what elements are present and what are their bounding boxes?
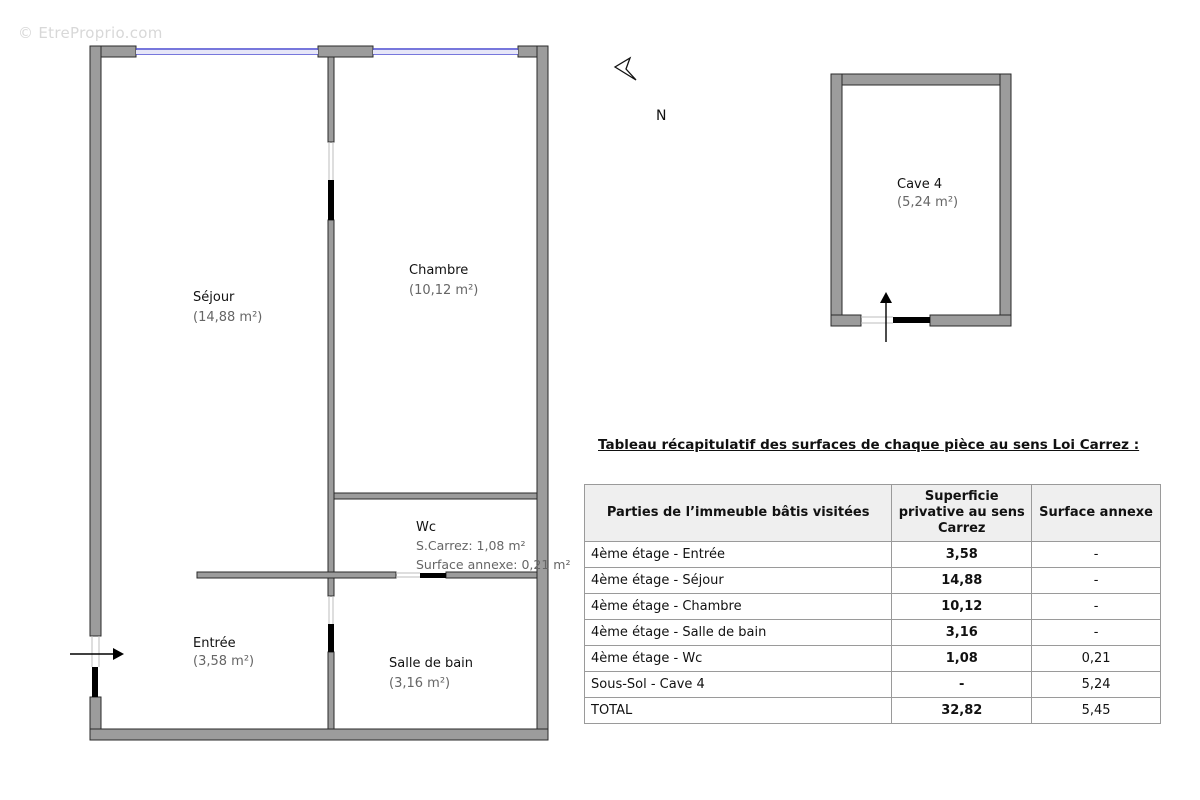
wall-chambre-wc [334,493,537,499]
row-carrez: - [892,672,1032,698]
compass-icon [615,58,636,80]
table-row [585,542,1161,568]
row-annexe: 5,24 [1032,672,1161,698]
row-carrez: 1,08 [892,646,1032,672]
row-carrez: 3,16 [892,620,1032,646]
table-row [585,620,1161,646]
room-annexe-wc: Surface annexe: 0,21 m² [416,557,571,572]
table-row [585,646,1161,672]
row-name: Sous-Sol - Cave 4 [585,672,892,698]
room-name-cave: Cave 4 [897,177,943,192]
watermark: © EtreProprio.com [18,24,163,42]
header-parties: Parties de l’immeuble bâtis visitées [585,485,892,542]
room-area-sejour: (14,88 m²) [193,310,263,325]
row-annexe: - [1032,620,1161,646]
row-name: 4ème étage - Séjour [585,568,892,594]
row-carrez: 10,12 [892,594,1032,620]
cave-wall-left [831,74,842,326]
wall-entree-left [197,572,396,578]
row-annexe: 5,45 [1032,698,1161,724]
room-name-entree: Entrée [193,636,236,651]
room-area-entree: (3,58 m²) [193,654,255,669]
row-name: 4ème étage - Salle de bain [585,620,892,646]
row-carrez: 14,88 [892,568,1032,594]
room-name-salle-de-bain: Salle de bain [389,656,474,671]
header-carrez: Superficie privative au sens Carrez [892,485,1032,542]
row-name: 4ème étage - Chambre [585,594,892,620]
table-row [585,672,1161,698]
row-name: 4ème étage - Wc [585,646,892,672]
table-row-total [585,698,1161,724]
row-annexe: - [1032,568,1161,594]
wall-sejour-chambre [328,220,334,576]
cave-wall-bottom-left [831,315,861,326]
door-sdb [328,624,334,652]
wall-top-mid [318,46,373,57]
row-annexe: - [1032,542,1161,568]
door-cave [893,317,930,323]
room-name-chambre: Chambre [409,263,469,278]
room-area-salle-de-bain: (3,16 m²) [389,676,451,691]
wall-right [537,46,548,740]
table-row [585,594,1161,620]
wall-bottom [90,729,548,740]
wall-entree-sdb-upper [328,578,334,596]
surface-table [584,484,1161,724]
wall-left-upper [90,46,101,636]
room-name-sejour: Séjour [193,290,235,305]
cave-wall-right [1000,74,1011,326]
row-name: TOTAL [585,698,892,724]
compass-north-label: N [656,108,667,124]
cave-wall-bottom-right [930,315,1011,326]
table-title: Tableau récapitulatif des surfaces de chaque pièce au sens Loi Carrez : [598,437,1140,453]
row-carrez: 32,82 [892,698,1032,724]
door-chambre [328,180,334,220]
table-row [585,568,1161,594]
room-area-cave: (5,24 m²) [897,195,959,210]
wall-entree-sdb [328,652,334,729]
wall-wc-sdb [446,572,537,578]
row-carrez: 3,58 [892,542,1032,568]
row-annexe: 0,21 [1032,646,1161,672]
row-annexe: - [1032,594,1161,620]
wall-sejour-chambre-top [328,57,334,142]
door-entree [92,667,98,697]
door-wc [420,573,446,578]
room-name-wc: Wc [416,520,437,535]
header-annexe: Surface annexe [1032,485,1161,542]
room-area-chambre: (10,12 m²) [409,283,479,298]
cave-wall-top [831,74,1011,85]
room-carrez-wc: S.Carrez: 1,08 m² [416,538,526,553]
table-header-row [585,485,1161,542]
row-name: 4ème étage - Entrée [585,542,892,568]
